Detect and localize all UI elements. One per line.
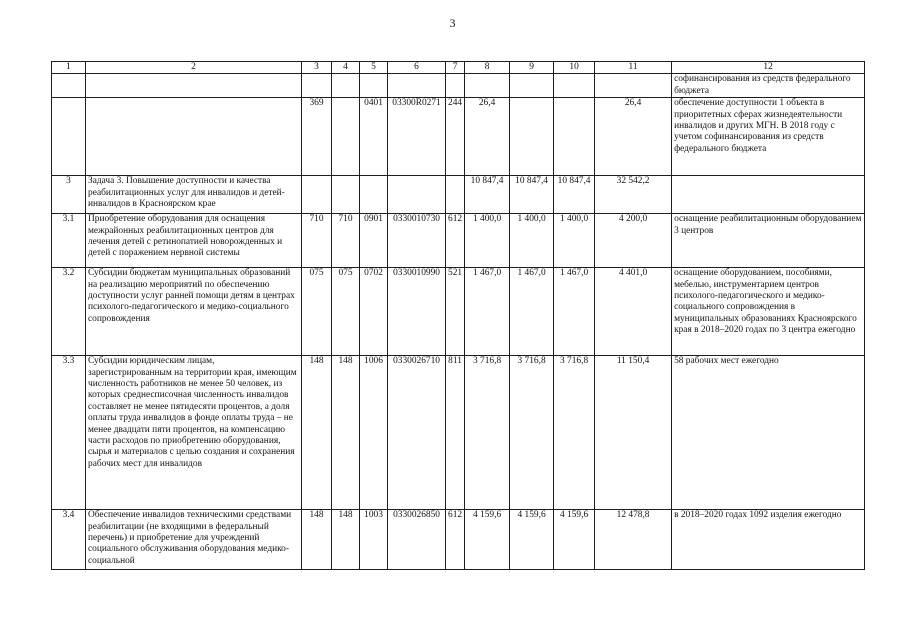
- row-number-cell: 3.3: [52, 356, 86, 510]
- amount-2018-cell: 26,4: [465, 98, 510, 176]
- table-row: [52, 176, 865, 214]
- section-code-cell: 0901: [360, 214, 388, 268]
- amount-2018-cell: 4 159,6: [465, 510, 510, 570]
- gr-bs-code-cell: 148: [302, 510, 332, 570]
- table-row: [52, 214, 865, 268]
- table-row: [52, 510, 865, 570]
- amount-2019-cell: 4 159,6: [510, 510, 554, 570]
- column-header: 4: [332, 62, 360, 74]
- column-header: 9: [510, 62, 554, 74]
- row-number-cell: 3.1: [52, 214, 86, 268]
- column-header: 12: [672, 62, 865, 74]
- expense-type-code-cell: [446, 176, 465, 214]
- amount-2020-cell: 3 716,8: [554, 356, 595, 510]
- amount-total-cell: 26,4: [595, 98, 672, 176]
- gr-bs-code-cell: [302, 74, 332, 98]
- expense-type-code-cell: 612: [446, 510, 465, 570]
- gr-bs-code-cell: [302, 176, 332, 214]
- amount-2020-cell: 10 847,4: [554, 176, 595, 214]
- activity-name-cell: Субсидии бюджетам муниципальных образований на реализацию мероприятий по обеспечению доступности услуг ранней помощи детям в центрах психолого-педагогического и медико-социального сопровождения: [86, 268, 302, 356]
- expected-result-cell: [672, 176, 865, 214]
- activity-name-cell: [86, 74, 302, 98]
- section-code-cell: 0401: [360, 98, 388, 176]
- gr-bs-code-2-cell: [332, 176, 360, 214]
- column-header: 5: [360, 62, 388, 74]
- row-number-cell: [52, 98, 86, 176]
- expense-type-code-cell: 244: [446, 98, 465, 176]
- expense-type-code-cell: 612: [446, 214, 465, 268]
- column-header-row: [52, 62, 865, 74]
- gr-bs-code-2-cell: [332, 98, 360, 176]
- gr-bs-code-2-cell: [332, 74, 360, 98]
- amount-2019-cell: 3 716,8: [510, 356, 554, 510]
- target-item-code-cell: 0330026710: [388, 356, 446, 510]
- expense-type-code-cell: 811: [446, 356, 465, 510]
- expected-result-cell: 58 рабочих мест ежегодно: [672, 356, 865, 510]
- activity-name-cell: Приобретение оборудования для оснащения межрайонных реабилитационных центров для лечения детей с ретинопатией новорожденных и детей с поражением нервной системы: [86, 214, 302, 268]
- amount-2018-cell: 1 467,0: [465, 268, 510, 356]
- program-activities-table: [51, 61, 865, 570]
- amount-2020-cell: 4 159,6: [554, 510, 595, 570]
- gr-bs-code-cell: 075: [302, 268, 332, 356]
- row-number-cell: [52, 74, 86, 98]
- amount-2018-cell: [465, 74, 510, 98]
- column-header: 3: [302, 62, 332, 74]
- amount-total-cell: 12 478,8: [595, 510, 672, 570]
- amount-2020-cell: [554, 98, 595, 176]
- column-header: 7: [446, 62, 465, 74]
- column-header: 11: [595, 62, 672, 74]
- amount-2019-cell: [510, 98, 554, 176]
- expected-result-cell: в 2018–2020 годах 1092 изделия ежегодно: [672, 510, 865, 570]
- section-code-cell: [360, 74, 388, 98]
- section-code-cell: 1003: [360, 510, 388, 570]
- activity-name-cell: Обеспечение инвалидов техническими средствами реабилитации (не входящими в федеральный перечень) и приобретение для учреждений социального обслуживания оборудования медико-социальной: [86, 510, 302, 570]
- gr-bs-code-cell: 369: [302, 98, 332, 176]
- column-header: 6: [388, 62, 446, 74]
- column-header: 1: [52, 62, 86, 74]
- amount-2018-cell: 1 400,0: [465, 214, 510, 268]
- expense-type-code-cell: 521: [446, 268, 465, 356]
- column-header: 8: [465, 62, 510, 74]
- amount-2019-cell: [510, 74, 554, 98]
- gr-bs-code-cell: 148: [302, 356, 332, 510]
- amount-2019-cell: 1 467,0: [510, 268, 554, 356]
- row-number-cell: 3: [52, 176, 86, 214]
- expected-result-cell: софинансирования из средств федерального бюджета: [672, 74, 865, 98]
- column-header: 10: [554, 62, 595, 74]
- amount-2019-cell: 1 400,0: [510, 214, 554, 268]
- column-header: 2: [86, 62, 302, 74]
- amount-2020-cell: 1 400,0: [554, 214, 595, 268]
- expected-result-cell: оснащение оборудованием, пособиями, мебелью, инструментарием центров психолого-педагогического и медико-социального сопровождения в муниципальных образованиях Красноярского края в 2018–2020 годах по 3 центра ежегодно: [672, 268, 865, 356]
- amount-total-cell: 4 401,0: [595, 268, 672, 356]
- amount-2020-cell: 1 467,0: [554, 268, 595, 356]
- section-code-cell: [360, 176, 388, 214]
- amount-total-cell: [595, 74, 672, 98]
- section-code-cell: 1006: [360, 356, 388, 510]
- target-item-code-cell: [388, 74, 446, 98]
- amount-total-cell: 11 150,4: [595, 356, 672, 510]
- target-item-code-cell: 0330010730: [388, 214, 446, 268]
- table-row: [52, 356, 865, 510]
- target-item-code-cell: 0330010990: [388, 268, 446, 356]
- page-number: 3: [449, 16, 456, 30]
- expected-result-cell: обеспечение доступности 1 объекта в приоритетных сферах жизнедеятельности инвалидов и других МГН. В 2018 году с учетом софинансирования из средств федерального бюджета: [672, 98, 865, 176]
- section-code-cell: 0702: [360, 268, 388, 356]
- row-number-cell: 3.2: [52, 268, 86, 356]
- activity-name-cell: [86, 98, 302, 176]
- amount-2018-cell: 10 847,4: [465, 176, 510, 214]
- expense-type-code-cell: [446, 74, 465, 98]
- target-item-code-cell: 03300R0271: [388, 98, 446, 176]
- amount-2020-cell: [554, 74, 595, 98]
- target-item-code-cell: 0330026850: [388, 510, 446, 570]
- target-item-code-cell: [388, 176, 446, 214]
- gr-bs-code-2-cell: 075: [332, 268, 360, 356]
- gr-bs-code-2-cell: 710: [332, 214, 360, 268]
- row-number-cell: 3.4: [52, 510, 86, 570]
- expected-result-cell: оснащение реабилитационным оборудованием 3 центров: [672, 214, 865, 268]
- table-row: [52, 268, 865, 356]
- gr-bs-code-2-cell: 148: [332, 510, 360, 570]
- amount-2018-cell: 3 716,8: [465, 356, 510, 510]
- amount-total-cell: 32 542,2: [595, 176, 672, 214]
- table-row: [52, 98, 865, 176]
- table-row: [52, 74, 865, 98]
- amount-2019-cell: 10 847,4: [510, 176, 554, 214]
- amount-total-cell: 4 200,0: [595, 214, 672, 268]
- gr-bs-code-2-cell: 148: [332, 356, 360, 510]
- activity-name-cell: Задача 3. Повышение доступности и качества реабилитационных услуг для инвалидов и детей-инвалидов в Красноярском крае: [86, 176, 302, 214]
- gr-bs-code-cell: 710: [302, 214, 332, 268]
- activity-name-cell: Субсидии юридическим лицам, зарегистрированным на территории края, имеющим численность работников не менее 50 человек, из которых среднесписочная численность инвалидов составляет не менее пятидесяти процентов, а доля оплаты труда инвалидов в фонде оплаты труда – не менее двадцати пяти процентов, на компенсацию части расходов по приобретению оборудования, сырья и материалов с целью создания и сохранения рабочих мест для инвалидов: [86, 356, 302, 510]
